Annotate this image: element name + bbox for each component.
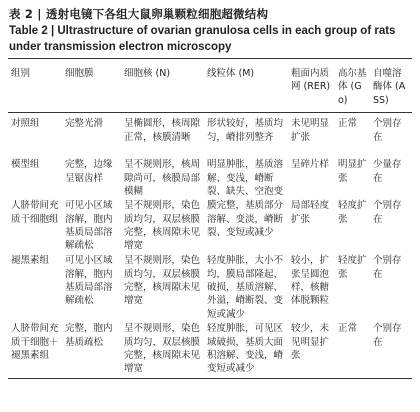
table-row-stem-cell <box>8 199 412 254</box>
cell-membrane: 完整，边缘呈锯齿样 <box>65 159 113 184</box>
header-rough-er: 粗面内质网 (RER) <box>288 59 335 113</box>
cell-group: 对照组 <box>11 118 40 130</box>
cell-golgi: 正常 <box>338 118 358 130</box>
cell-mitochondria: 轻度肿胀，大小不均，膜局部隆起、破损，基质溶解、外溢，嵴断裂、变短或减少 <box>207 255 284 320</box>
cell-nucleus: 呈不规则形，染色质均匀，双层核膜完整，核周隙未见增宽 <box>121 322 204 379</box>
cell-mitochondria: 形状较好，基质均匀，嵴排列整齐 <box>207 118 284 143</box>
cell-mitochondria: 轻度肿胀，可见区域破损，基质大面积溶解、变浅，嵴变短或减少 <box>204 322 288 379</box>
table-row-model <box>8 158 412 199</box>
header-group: 组别 <box>8 59 62 113</box>
header-mitochondria: 线粒体 (M) <box>204 59 288 113</box>
cell-nucleus: 呈不规则形，染色质均匀，双层核膜完整，核周隙未见增宽 <box>124 255 201 307</box>
cell-rough-er: 呈碎片样 <box>291 159 330 171</box>
table-header-row <box>8 59 412 113</box>
cell-group: 褪黑素组 <box>11 255 50 267</box>
header-autolysosome: 自噬溶酶体 (ASS) <box>370 59 412 113</box>
header-golgi: 高尔基体 (Go) <box>335 59 370 113</box>
cell-rough-er: 较小，扩张呈圆泡样，核糖体脱颗粒 <box>291 255 330 307</box>
cell-rough-er: 局部轻度扩张 <box>291 200 330 225</box>
cell-golgi: 轻度扩张 <box>338 255 367 280</box>
cell-group: 模型组 <box>11 159 40 171</box>
cell-autolysosome: 个别存在 <box>373 118 402 143</box>
cell-mitochondria: 膜完整，基质部分溶解、变淡，嵴断裂、变短或减少 <box>207 200 284 239</box>
table-caption-chinese: 表 2 | 透射电镜下各组大鼠卵巢颗粒细胞超微结构 <box>9 7 269 21</box>
cell-rough-er: 较少，未见明显扩张 <box>288 322 335 379</box>
cell-membrane: 完整，胞内基质疏松 <box>62 322 121 379</box>
table-row-melatonin <box>8 254 412 322</box>
cell-membrane: 可见小区域溶解，胞内基质局部溶解疏松 <box>65 200 113 252</box>
cell-autolysosome: 个别存在 <box>370 322 412 379</box>
cell-autolysosome: 个别存在 <box>373 200 402 225</box>
cell-group: 人脐带间充质干细胞组 <box>11 200 59 225</box>
ultrastructure-table <box>8 58 412 379</box>
cell-group: 人脐带间充质干细胞＋褪黑素组 <box>8 322 62 379</box>
header-nucleus: 细胞核 (N) <box>121 59 204 113</box>
cell-golgi: 正常 <box>335 322 370 379</box>
table-row-combined <box>8 322 412 379</box>
cell-autolysosome: 少量存在 <box>373 159 402 184</box>
table-row-control <box>8 113 412 159</box>
cell-golgi: 明显扩张 <box>338 159 367 184</box>
cell-membrane: 完整光滑 <box>65 118 104 130</box>
cell-nucleus: 呈不规则形，核周隙尚可，核膜局部模糊 <box>124 159 201 198</box>
cell-rough-er: 未见明显扩张 <box>291 118 330 143</box>
cell-membrane: 可见小区域溶解，胞内基质局部溶解疏松 <box>65 255 113 307</box>
cell-mitochondria: 明显肿胀，基质溶解、变浅，嵴断裂、缺失、空泡变 <box>207 159 284 198</box>
cell-golgi: 轻度扩张 <box>338 200 367 225</box>
cell-nucleus: 呈椭圆形，核周隙正常，核膜清晰 <box>124 118 201 143</box>
header-cell-membrane: 细胞膜 <box>62 59 121 113</box>
cell-nucleus: 呈不规则形，染色质均匀，双层核膜完整，核周隙未见增宽 <box>124 200 201 252</box>
table-caption-english: Table 2 | Ultrastructure of ovarian granulosa cells in each group of rats under transmission electron microscopy <box>9 25 396 53</box>
cell-autolysosome: 个别存在 <box>373 255 402 280</box>
